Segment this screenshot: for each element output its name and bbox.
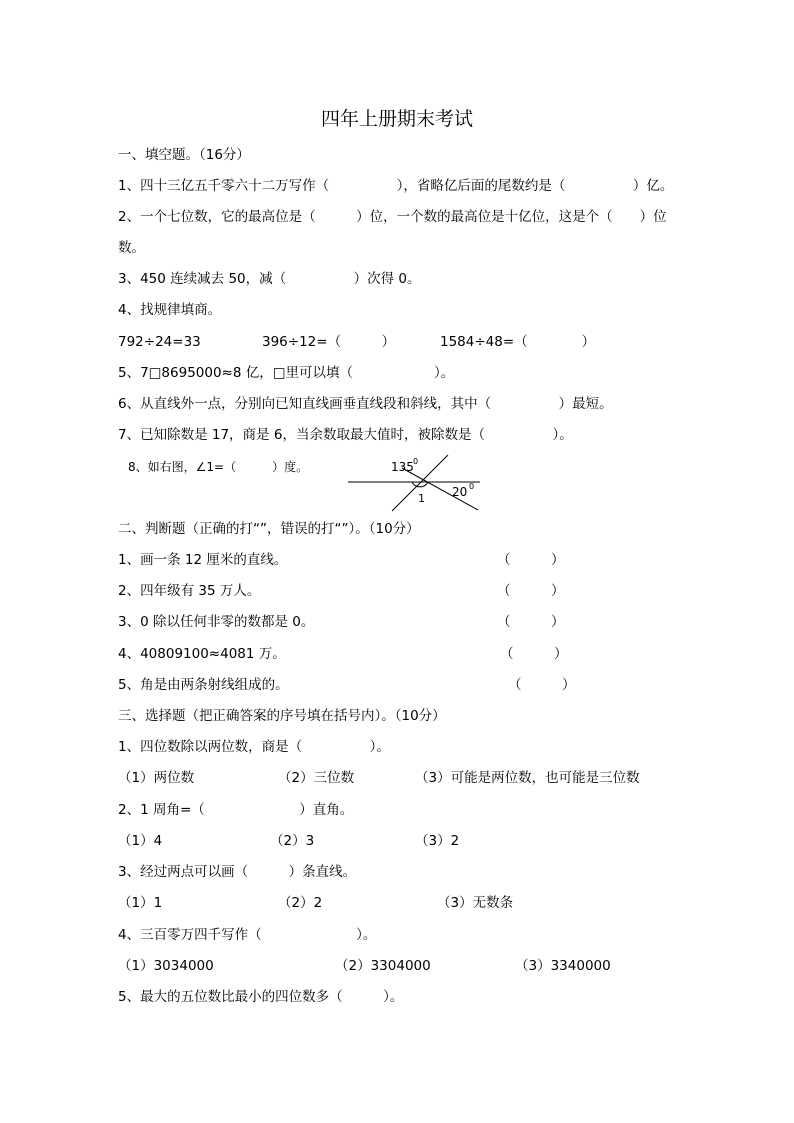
judge-item-5: 5、角是由两条射线组成的。 [118,677,289,693]
judge-blank-2: （ ） [497,583,565,599]
choice-3-option-2: （2）2 [278,895,323,911]
question-1-5: 5、7□8695000≈8 亿，□里可以填（ ）。 [118,365,455,381]
equation-1: 792÷24=33 [118,334,201,350]
choice-question-2: 2、1 周角=（ ）直角。 [118,802,354,818]
section-3-header: 三、选择题（把正确答案的序号填在括号内）。（10分） [118,708,446,724]
choice-question-4: 4、三百零万四千写作（ ）。 [118,927,377,943]
section-2-header: 二、判断题（正确的打“”，错误的打“”）。（10分） [118,521,420,537]
choice-question-1: 1、四位数除以两位数，商是（ ）。 [118,739,390,755]
choice-1-option-3: （3）可能是两位数，也可能是三位数 [415,770,640,786]
judge-item-4: 4、40809100≈4081 万。 [118,646,286,662]
choice-3-option-3: （3）无数条 [437,895,514,911]
choice-question-5: 5、最大的五位数比最小的四位数多（ ）。 [118,989,404,1005]
degree-mark-top: 0 [413,457,419,466]
question-1-8: 8、如右图，∠1=（ ）度。 [128,460,309,474]
degree-mark-right: 0 [469,482,475,491]
judge-blank-3: （ ） [497,614,565,630]
angle-1-label: 1 [418,492,425,505]
question-1-1: 1、四十三亿五千零六十二万写作（ ），省略亿后面的尾数约是（ ）亿。 [118,178,674,194]
equation-2: 396÷12=（ ） [262,334,396,350]
question-1-2-continued: 数。 [118,240,145,256]
page-title: 四年上册期末考试 [320,108,473,130]
question-1-7: 7、已知除数是 17，商是 6，当余数取最大值时，被除数是（ ）。 [118,427,573,443]
choice-2-option-2: （2）3 [270,833,315,849]
judge-blank-1: （ ） [497,552,565,568]
judge-item-3: 3、0 除以任何非零的数都是 0。 [118,614,315,630]
question-1-2: 2、一个七位数，它的最高位是（ ）位，一个数的最高位是十亿位，这是个（ ）位 [118,209,667,225]
angle-top-value: 135 [391,460,414,474]
question-1-4: 4、找规律填商。 [118,302,222,318]
equation-3: 1584÷48=（ ） [440,334,596,350]
choice-4-option-1: （1）3034000 [118,958,214,974]
choice-question-3: 3、经过两点可以画（ ）条直线。 [118,864,357,880]
choice-1-option-2: （2）三位数 [278,770,355,786]
judge-item-1: 1、画一条 12 厘米的直线。 [118,552,288,568]
question-1-6: 6、从直线外一点，分别向已知直线画垂直线段和斜线，其中（ ）最短。 [118,396,613,412]
judge-item-2: 2、四年级有 35 万人。 [118,583,261,599]
choice-1-option-1: （1）两位数 [118,770,195,786]
choice-2-option-3: （3）2 [415,833,460,849]
judge-blank-4: （ ） [500,646,568,662]
angle-right-value: 20 [452,485,468,499]
question-1-3: 3、450 连续减去 50，减（ ）次得 0。 [118,271,421,287]
choice-2-option-1: （1）4 [118,833,163,849]
section-1-header: 一、填空题。（16分） [118,147,250,163]
judge-blank-5: （ ） [508,677,576,693]
choice-4-option-3: （3）3340000 [515,958,611,974]
angle-figure [340,452,490,514]
choice-4-option-2: （2）3304000 [335,958,431,974]
choice-3-option-1: （1）1 [118,895,163,911]
